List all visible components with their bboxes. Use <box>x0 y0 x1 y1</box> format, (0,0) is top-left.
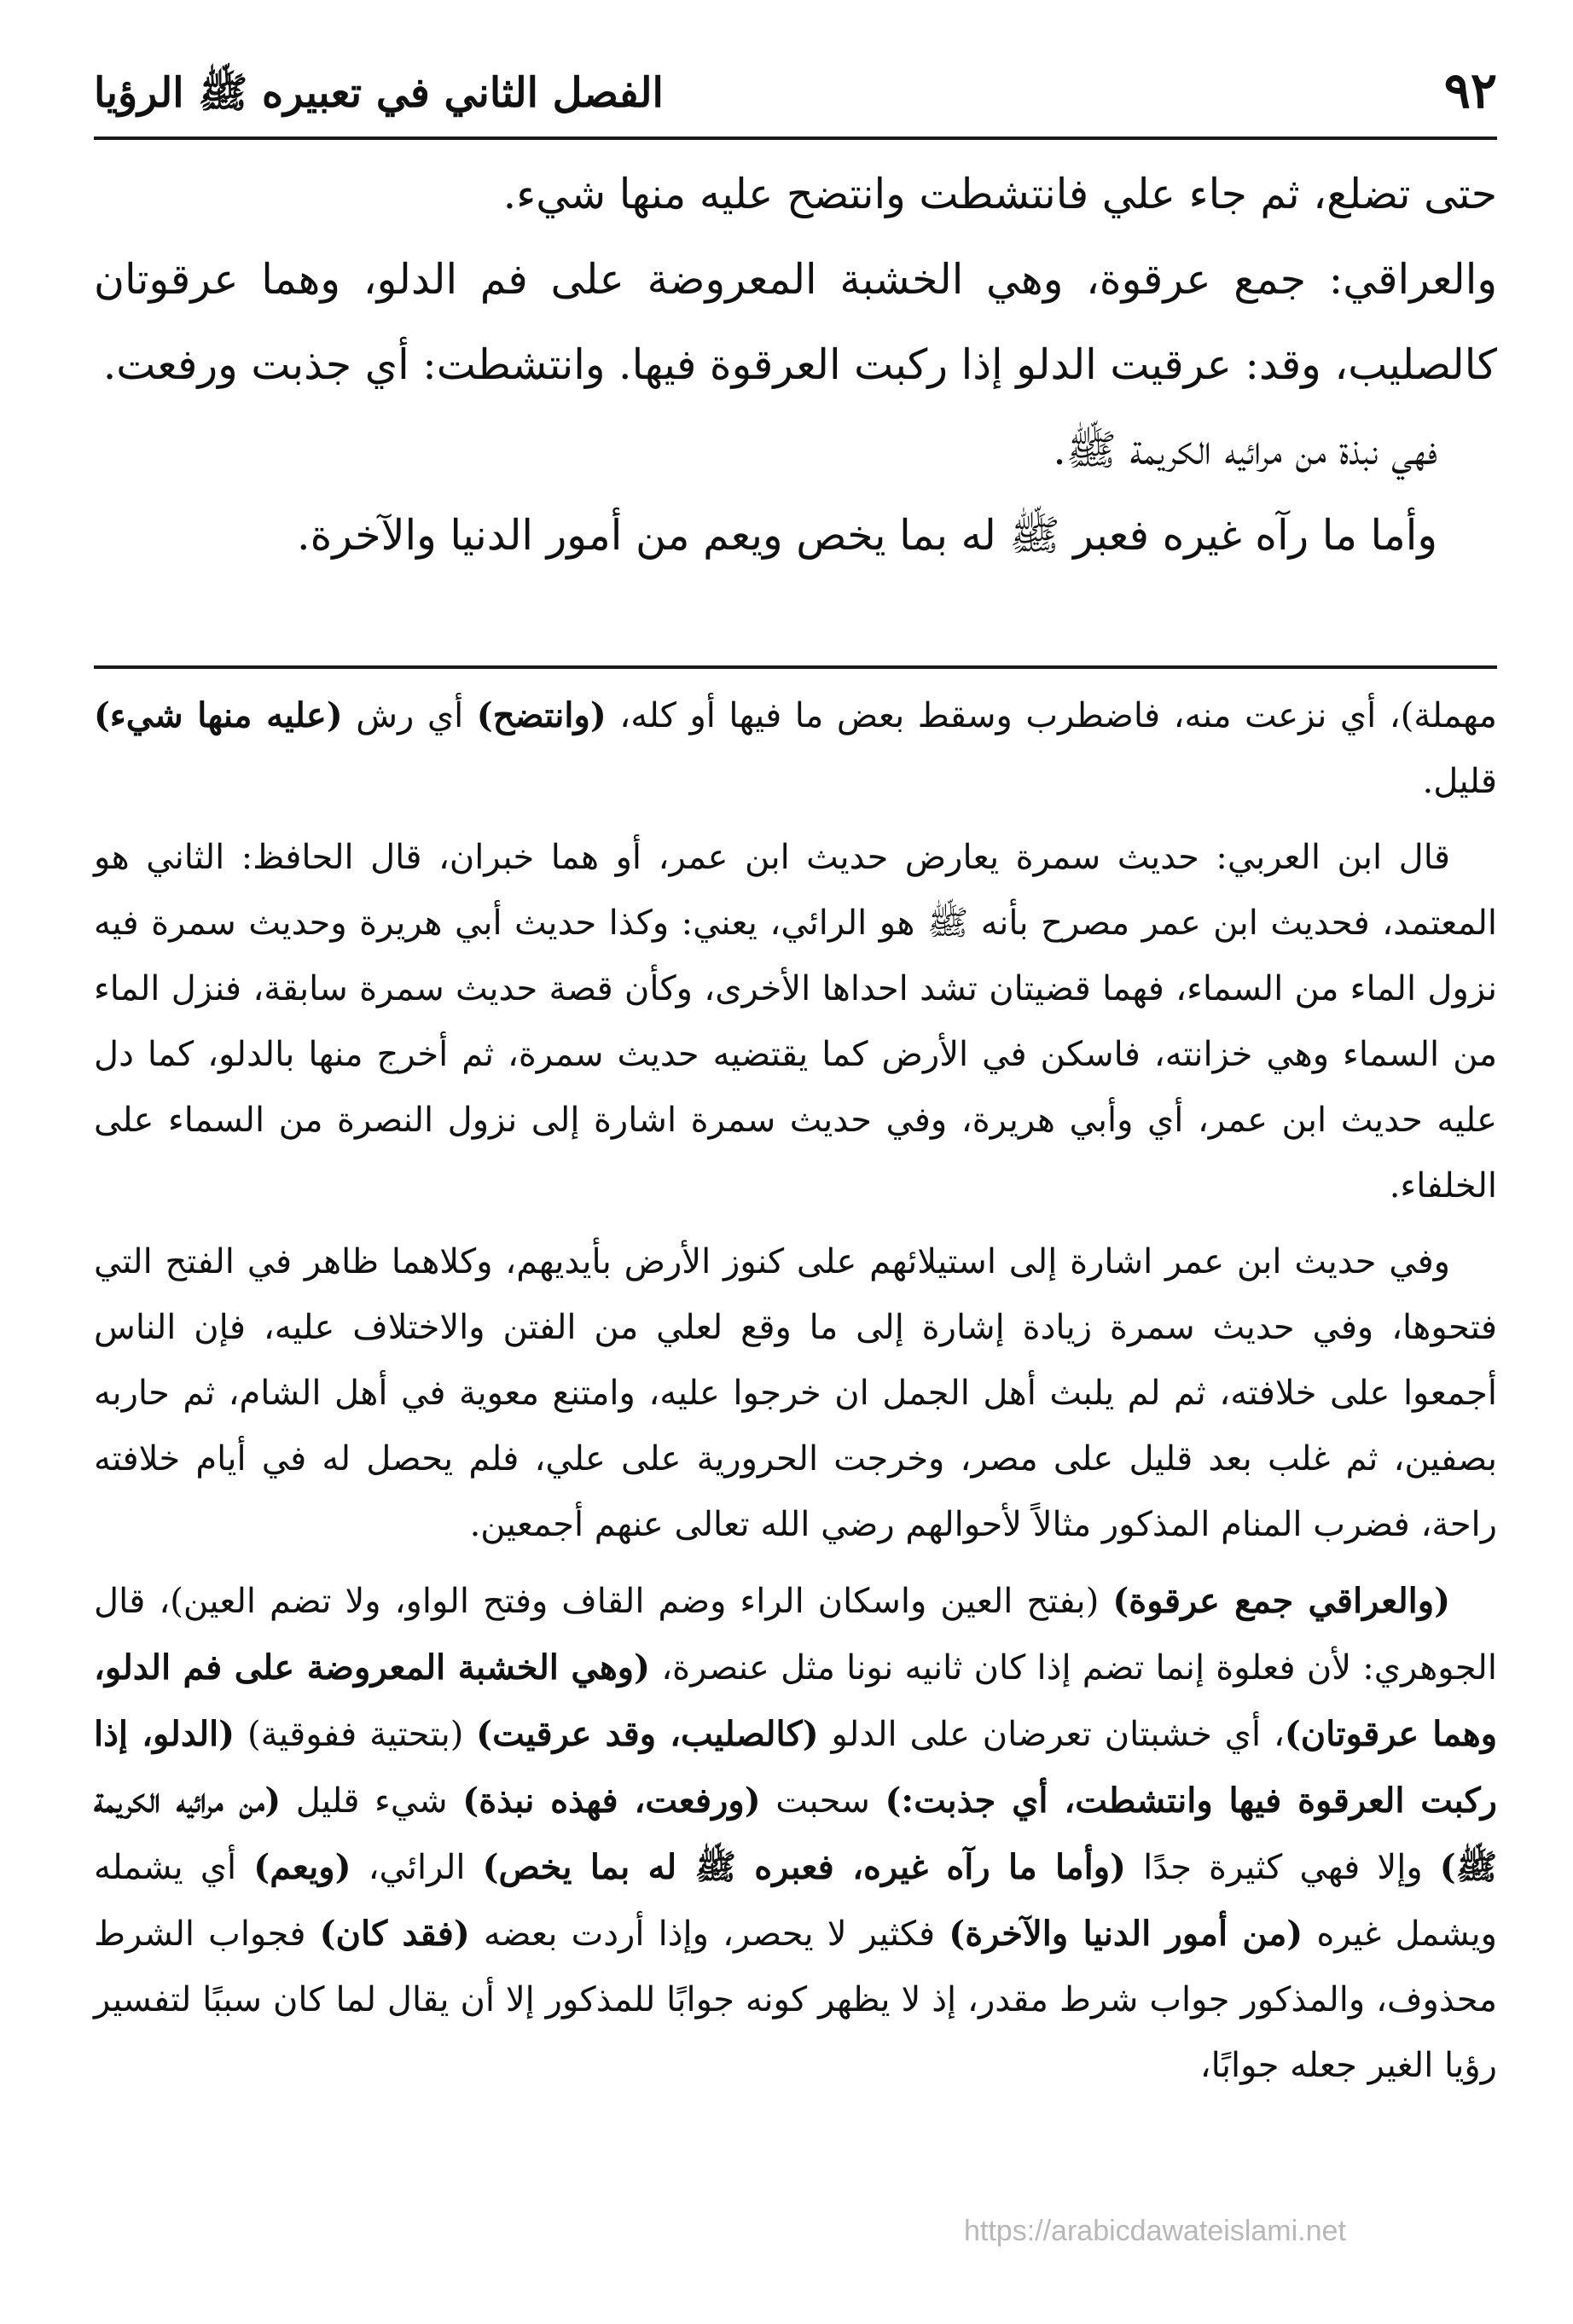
commentary-text: (بفتح العين واسكان الراء وضم القاف وفتح الواو، ولا تضم العين)، قال الجوهري: لأن فعلوة إنما تضم إذا كان ثانيه نونا مثل عنصرة، <box>94 1582 1497 1688</box>
commentary-text: أي يشمله ويشمل غيره <box>94 1848 1497 1954</box>
commentary-paragraph <box>94 1568 1497 2099</box>
watermark-url: https://arabicdawateislami.net <box>964 2215 1346 2247</box>
main-text <box>94 152 1497 578</box>
quoted-phrase: (وهي الخشبة المعروضة على فم الدلو، وهما عرقوتان) <box>94 1647 1498 1754</box>
commentary-text: الرائي، <box>351 1848 483 1887</box>
quoted-phrase: (عليه منها شيء) <box>94 695 343 735</box>
commentary-paragraph: وفي حديث ابن عمر اشارة إلى استيلائهم على كنوز الأرض بأيديهم، وكلاهما ظاهر في الفتح التي فتحوها، وفي حديث سمرة زيادة إشارة إلى ما وقع لعلي من الفتن والاختلاف عليه، فإن الناس أجمعوا على خلافته، ثم لم يلبث أهل الجمل ان خرجوا عليه، وامتنع معوية في أهل الشام، ثم حاربه بصفين، ثم غلب بعد قليل على مصر، وخرجت الحرورية على علي، فلم يحصل له في أيام خلافته راحة، فضرب المنام المذكور مثالاً لأحوالهم رضي الله تعالى عنهم أجمعين. <box>94 1242 1497 1544</box>
quoted-phrase: (والعراقي جمع عرقوة) <box>1112 1581 1450 1621</box>
main-paragraph: حتى تضلع، ثم جاء علي فانتشطت وانتضح عليه منها شيء. <box>502 170 1497 218</box>
quoted-phrase: (وانتضح) <box>476 695 607 735</box>
quoted-phrase: (فقد كان) <box>319 1914 470 1954</box>
commentary-paragraph: قال ابن العربي: حديث سمرة يعارض حديث ابن عمر، أو هما خبران، قال الحافظ: الثاني هو المعتمد، فحديث ابن عمر مصرح بأنه ﷺ هو الرائي، يعني: وكذا حديث أبي هريرة وحديث سمرة فيه نزول الماء من السماء، فهما قضيتان تشد احداها الأخرى، وكأن قصة حديث سمرة سابقة، فنزل الماء من السماء وهي خزانته، فاسكن في الأرض كما يقتضيه حديث سمرة، ثم أخرج منها بالدلو، كما دل عليه حديث ابن عمر، أي وأبي هريرة، وفي حديث سمرة اشارة إلى نزول النصرة من السماء على الخلفاء. <box>94 838 1497 1206</box>
quoted-phrase: (ويعم) <box>253 1847 351 1887</box>
header-rule <box>94 137 1497 140</box>
page-number: ٩٢ <box>1443 61 1497 119</box>
book-page <box>94 0 1497 2324</box>
quoted-phrase: (الدلو، إذا ركبت العرقوة فيها وانتشطت، أي جذبت:) <box>94 1714 1497 1821</box>
commentary-text: مهملة)، أي نزعت منه، فاضطرب وسقط بعض ما فيها أو كله، <box>606 696 1497 735</box>
main-paragraph: فهي نبذة من مرائيه الكريمة ﷺ. <box>1053 426 1437 474</box>
commentary-paragraph <box>94 683 1497 815</box>
quoted-phrase: (كالصليب، وقد عرقيت) <box>476 1714 819 1754</box>
commentary-text: أي رش <box>342 696 477 735</box>
quoted-phrase: (ورفعت، فهذه نبذة) <box>462 1781 761 1821</box>
commentary-text: فكثير لا يحصر، وإذا أردت بعضه <box>469 1914 949 1954</box>
main-paragraph: وأما ما رآه غيره فعبر ﷺ له بما يخص ويعم من أمور الدنيا والآخرة. <box>297 511 1437 560</box>
main-paragraph: والعراقي: جمع عرقوة، وهي الخشبة المعروضة على فم الدلو، وهما عرقوتان كالصليب، وقد: عرقيت الدلو إذا ركبت العرقوة فيها. وانتشطت: أي جذبت ورفعت. <box>94 255 1497 389</box>
commentary-text: سحبت <box>760 1781 885 1821</box>
commentary-text: ، أي خشبتان تعرضان على الدلو <box>818 1715 1285 1754</box>
commentary-separator-rule <box>94 665 1497 669</box>
page-header <box>94 56 1497 133</box>
commentary-text: وإلا فهي كثيرة جدًا <box>1125 1848 1440 1887</box>
commentary-text: شيء قليل <box>281 1781 463 1821</box>
commentary-text: فجواب الشرط محذوف، والمذكور جواب شرط مقدر، إذ لا يظهر كونه جوابًا للمذكور إلا أن يقال لما كان سببًا لتفسير رؤيا الغير جعله جوابًا، <box>94 1914 1498 2085</box>
commentary-text: قليل. <box>1422 762 1497 801</box>
commentary <box>94 683 1497 2109</box>
quoted-phrase: (من أمور الدنيا والآخرة) <box>949 1914 1303 1954</box>
quoted-phrase: (وأما ما رآه غيره، فعبره ﷺ له بما يخص) <box>482 1847 1126 1887</box>
running-title: الفصل الثاني في تعبيره ﷺ الرؤيا <box>94 69 664 117</box>
quoted-phrase: (من مرائيه الكريمة ﷺ) <box>94 1781 1498 1887</box>
commentary-text: (بتحتية ففوقية) <box>235 1715 477 1754</box>
